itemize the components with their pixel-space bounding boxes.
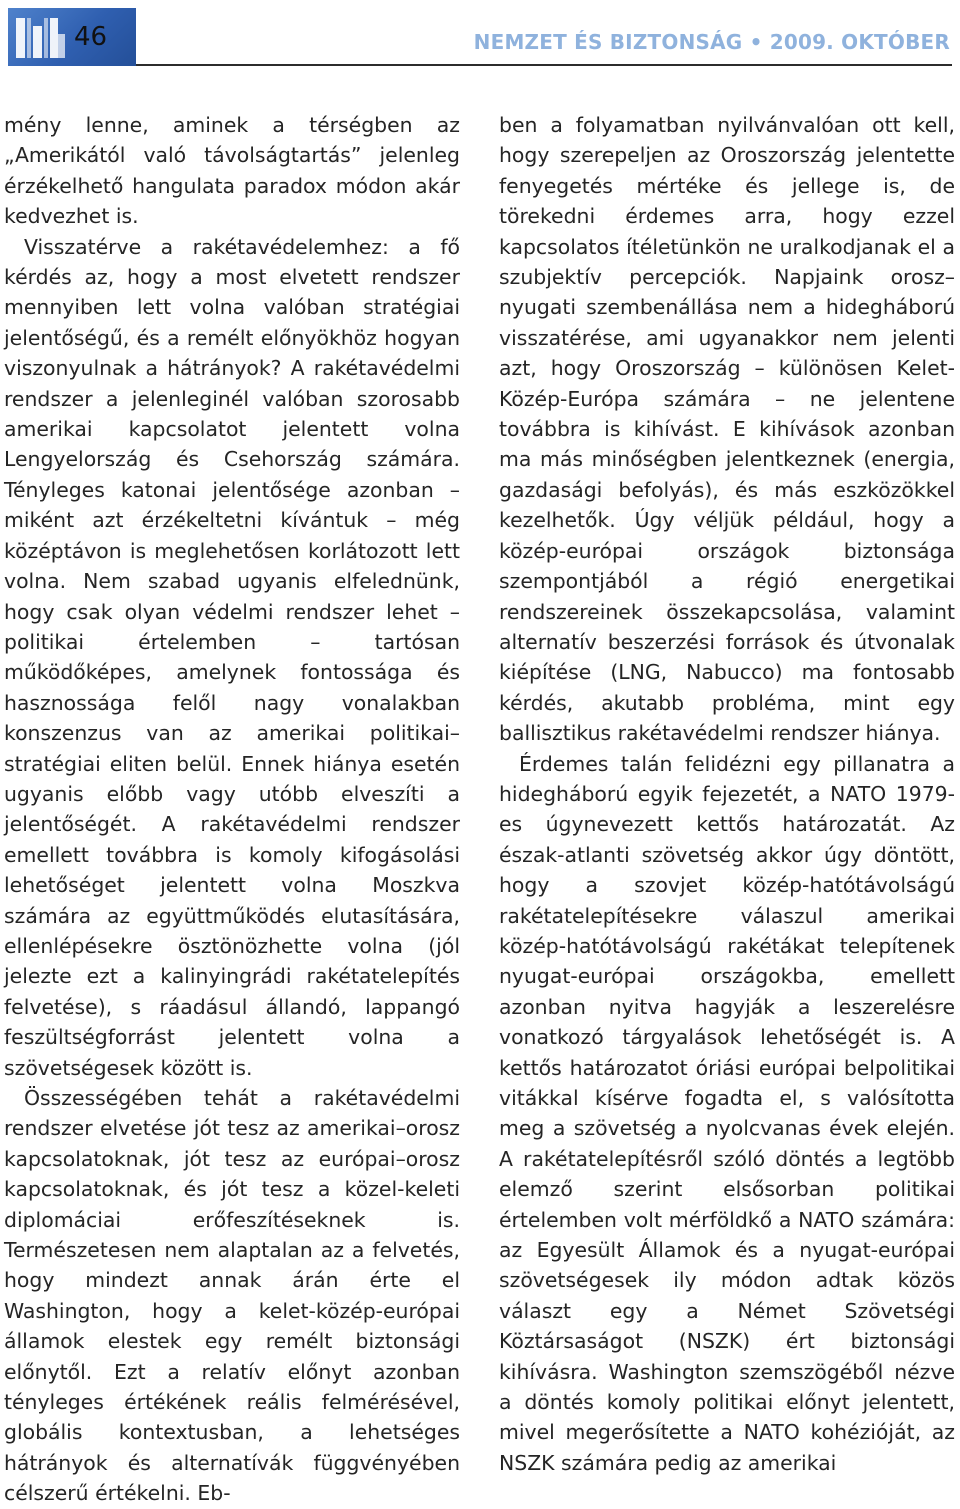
left-paragraph-1: mény lenne, aminek a térségben az „Amerikától való távolságtartás” jelenleg érzékelhető hangulata paradox módon akár kedvezhet is.: [4, 113, 460, 229]
journal-logo: [8, 8, 136, 66]
left-paragraph-3: Összességében tehát a rakétavédelmi rendszer elvetése jót tesz az amerikai–orosz kapcsolatoknak, jót tesz az európai–orosz kapcsolatoknak, és jót tesz a közel-keleti diplomáciai erőfeszítéseknek is. Természetesen nem alaptalan az a felvetés, hogy mindezt annak árán érte el Washington, hogy a kelet-közép-európai államok elestek egy remélt biztonsági előnytől. Ezt a relatív előnyt azonban tényleges értékének reális felmérésével, globális kontextusban, a lehetséges hátrányok és alternatívák függvényében célszerű értékelni. Eb-: [4, 1086, 460, 1506]
right-paragraph-1: ben a folyamatban nyilvánvalóan ott kell, hogy szerepeljen az Oroszország jelentette fenyegetés mértéke és jellege is, de törekedni érdemes arra, hogy ezzel kapcsolatos ítéletünkön ne uralkodjanak el a szubjektív percepciók. Napjaink orosz–nyugati szembenállása nem a hidegháború visszatérése, ami ugyanakkor nem jelenti azt, hogy Oroszország – különösen Kelet-Közép-Európa számára – ne jelentene továbbra is kihívást. E kihívások azonban ma más minőségben jelentkeznek (energia, gazdasági befolyás), és más eszközökkel kezelhetők. Úgy véljük például, hogy a közép-európai országok biztonsága szempontjából a régió energetikai rendszereinek összekapcsolása, valamint alternatív beszerzési források és útvonalak kiépítése (LNG, Nabucco) ma fontosabb kérdés, akutabb probléma, mint egy ballisztikus rakétavédelmi rendszer hiánya.: [499, 113, 955, 746]
right-paragraph-2: Érdemes talán felidézni egy pillanatra a hidegháború egyik fejezetét, a NATO 1979-es úgynevezett kettős határozatát. Az észak-atlanti szövetség akkor úgy döntött, hogy a szovjet közép-hatótávolságú rakétatelepítésekre válaszul amerikai közép-hatótávolságú rakétákat telepítenek nyugat-európai országokba, emellett azonban nyitva hagyják a leszerelésre vonatkozó tárgyalások lehetőségét is. A kettős határozatot óriási európai belpolitikai vitákkal kísérve fogadta el, s valósította meg a szövetség a nyolcvanas évek elején. A rakétatelepítésről szóló döntés a legtöbb elemző szerint elsősorban politikai értelemben volt mérföldkő a NATO számára: az Egyesült Államok és a nyugat-európai szövetségesek ily módon adtak közös választ egy a Német Szövetségi Köztársaságot (NSZK) ért biztonsági kihívásra. Washington szemszögéből nézve a döntés komoly politikai előnyt jelentett, mivel megerősítette a NATO kohézióját, az NSZK számára pedig az amerikai: [499, 751, 955, 1475]
right-text-column: [499, 110, 955, 1478]
left-paragraph-2: Visszatérve a rakétavédelemhez: a fő kérdés az, hogy a most elvetett rendszer mennyiben lett volna valóban stratégiai jelentőségű, és a remélt előnyökhöz hogyan viszonyulnak a hátrányok? A rakétavédelmi rendszer a jelenleginél valóban szorosabb amerikai kapcsolatot jelentett volna Lengyelország és Csehország számára. Tényleges katonai jelentősége azonban – miként azt érzékeltetni kívántuk – még középtávon is meglehetősen korlátozott lett volna. Nem szabad ugyanis elfelednünk, hogy csak olyan védelmi rendszer lehet – politikai értelemben – tartósan működőképes, amelynek fontossága és hasznossága felől nagy vonalakban konszenzus van az amerikai politikai–stratégiai eliten belül. Ennek hiánya esetén ugyanis előbb vagy utóbb elveszíti a jelentőségét. A rakétavédelmi rendszer emellett továbbra is komoly kifogásolási lehetőséget jelentett volna Moszkva számára az együttműködés elutasítására, ellenlépésekre ösztönözhette volna (jól jelezte ezt a kalinyingrádi rakétatelepítés felvetése), s ráadásul állandó, lappangó feszültségforrást jelentett volna a szövetségesek között is.: [4, 234, 460, 1080]
left-text-column: [4, 110, 460, 1509]
nb-logo-icon: [12, 12, 68, 62]
header-divider: [136, 64, 952, 66]
page-number: 46: [74, 22, 108, 52]
running-title: NEMZET ÉS BIZTONSÁG • 2009. OKTÓBER: [473, 30, 950, 54]
page-header: [0, 0, 960, 80]
